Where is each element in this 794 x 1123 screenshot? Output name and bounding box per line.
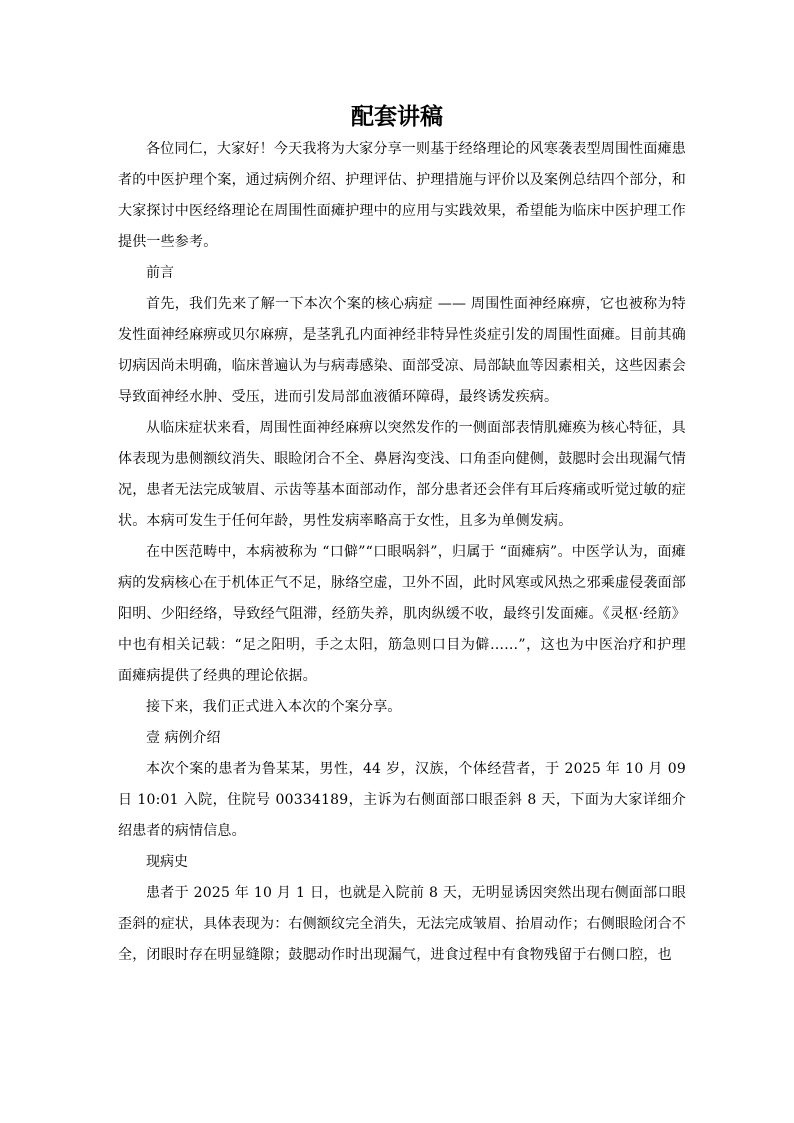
paragraph-greeting: 各位同仁，大家好！今天我将为大家分享一则基于经络理论的风寒袭表型周围性面瘫患者的中医护理个案，通过病例介绍、护理评估、护理措施与评价以及案例总结四个部分，和大家探讨中医经络理论在周围性面瘫护理中的应用与实践效果，希望能为临床中医护理工作提供一些参考。 xyxy=(118,141,686,250)
heading-preface: 前言 xyxy=(146,265,174,281)
document-title: 配套讲稿 xyxy=(351,103,443,130)
document-body xyxy=(118,134,686,971)
paragraph-tcm-theory: 在中医范畴中，本病被称为 “口僻”“口眼㖞斜”，归属于 “面瘫病”。中医学认为，面瘫病的发病核心在于机体正气不足，脉络空虚，卫外不固，此时风寒或风热之邪乘虚侵袭面部阳明、少阳经络，导致经气阻滞，经筋失养，肌肉纵缓不收，最终引发面瘫。《灵枢·经筋》中也有相关记载：“足之阳明，手之太阳，筋急则口目为僻……”，这也为中医治疗和护理面瘫病提供了经典的理论依据。 xyxy=(118,544,686,684)
paragraph-transition: 接下来，我们正式进入本次的个案分享。 xyxy=(146,699,402,715)
paragraph-clinical-symptoms: 从临床症状来看，周围性面神经麻痹以突然发作的一侧面部表情肌瘫痪为核心特征，具体表现为患侧额纹消失、眼睑闭合不全、鼻唇沟变浅、口角歪向健侧，鼓腮时会出现漏气情况，患者无法完成皱眉、示齿等基本面部动作，部分患者还会伴有耳后疼痛或听觉过敏的症状。本病可发生于任何年龄，男性发病率略高于女性，且多为单侧发病。 xyxy=(118,420,686,529)
heading-case-intro: 壹 病例介绍 xyxy=(146,730,221,746)
paragraph-patient-info: 本次个案的患者为鲁某某，男性，44 岁，汉族，个体经营者，于 2025 年 10 月 09 日 10:01 入院，住院号 00334189，主诉为右侧面部口眼歪斜 8 天，下面为大家详细介绍患者的病情信息。 xyxy=(118,761,686,839)
paragraph-disease-definition: 首先，我们先来了解一下本次个案的核心病症 —— 周围性面神经麻痹，它也被称为特发性面神经麻痹或贝尔麻痹，是茎乳孔内面神经非特异性炎症引发的周围性面瘫。目前其确切病因尚未明确，临床普遍认为与病毒感染、面部受凉、局部缺血等因素相关，这些因素会导致面神经水肿、受压，进而引发局部血液循环障碍，最终诱发疾病。 xyxy=(118,296,686,405)
paragraph-present-history: 患者于 2025 年 10 月 1 日，也就是入院前 8 天，无明显诱因突然出现右侧面部口眼歪斜的症状，具体表现为：右侧额纹完全消失，无法完成皱眉、抬眉动作；右侧眼睑闭合不全，闭眼时存在明显缝隙；鼓腮动作时出现漏气，进食过程中有食物残留于右侧口腔，也 xyxy=(118,885,686,963)
heading-present-history: 现病史 xyxy=(146,854,188,870)
